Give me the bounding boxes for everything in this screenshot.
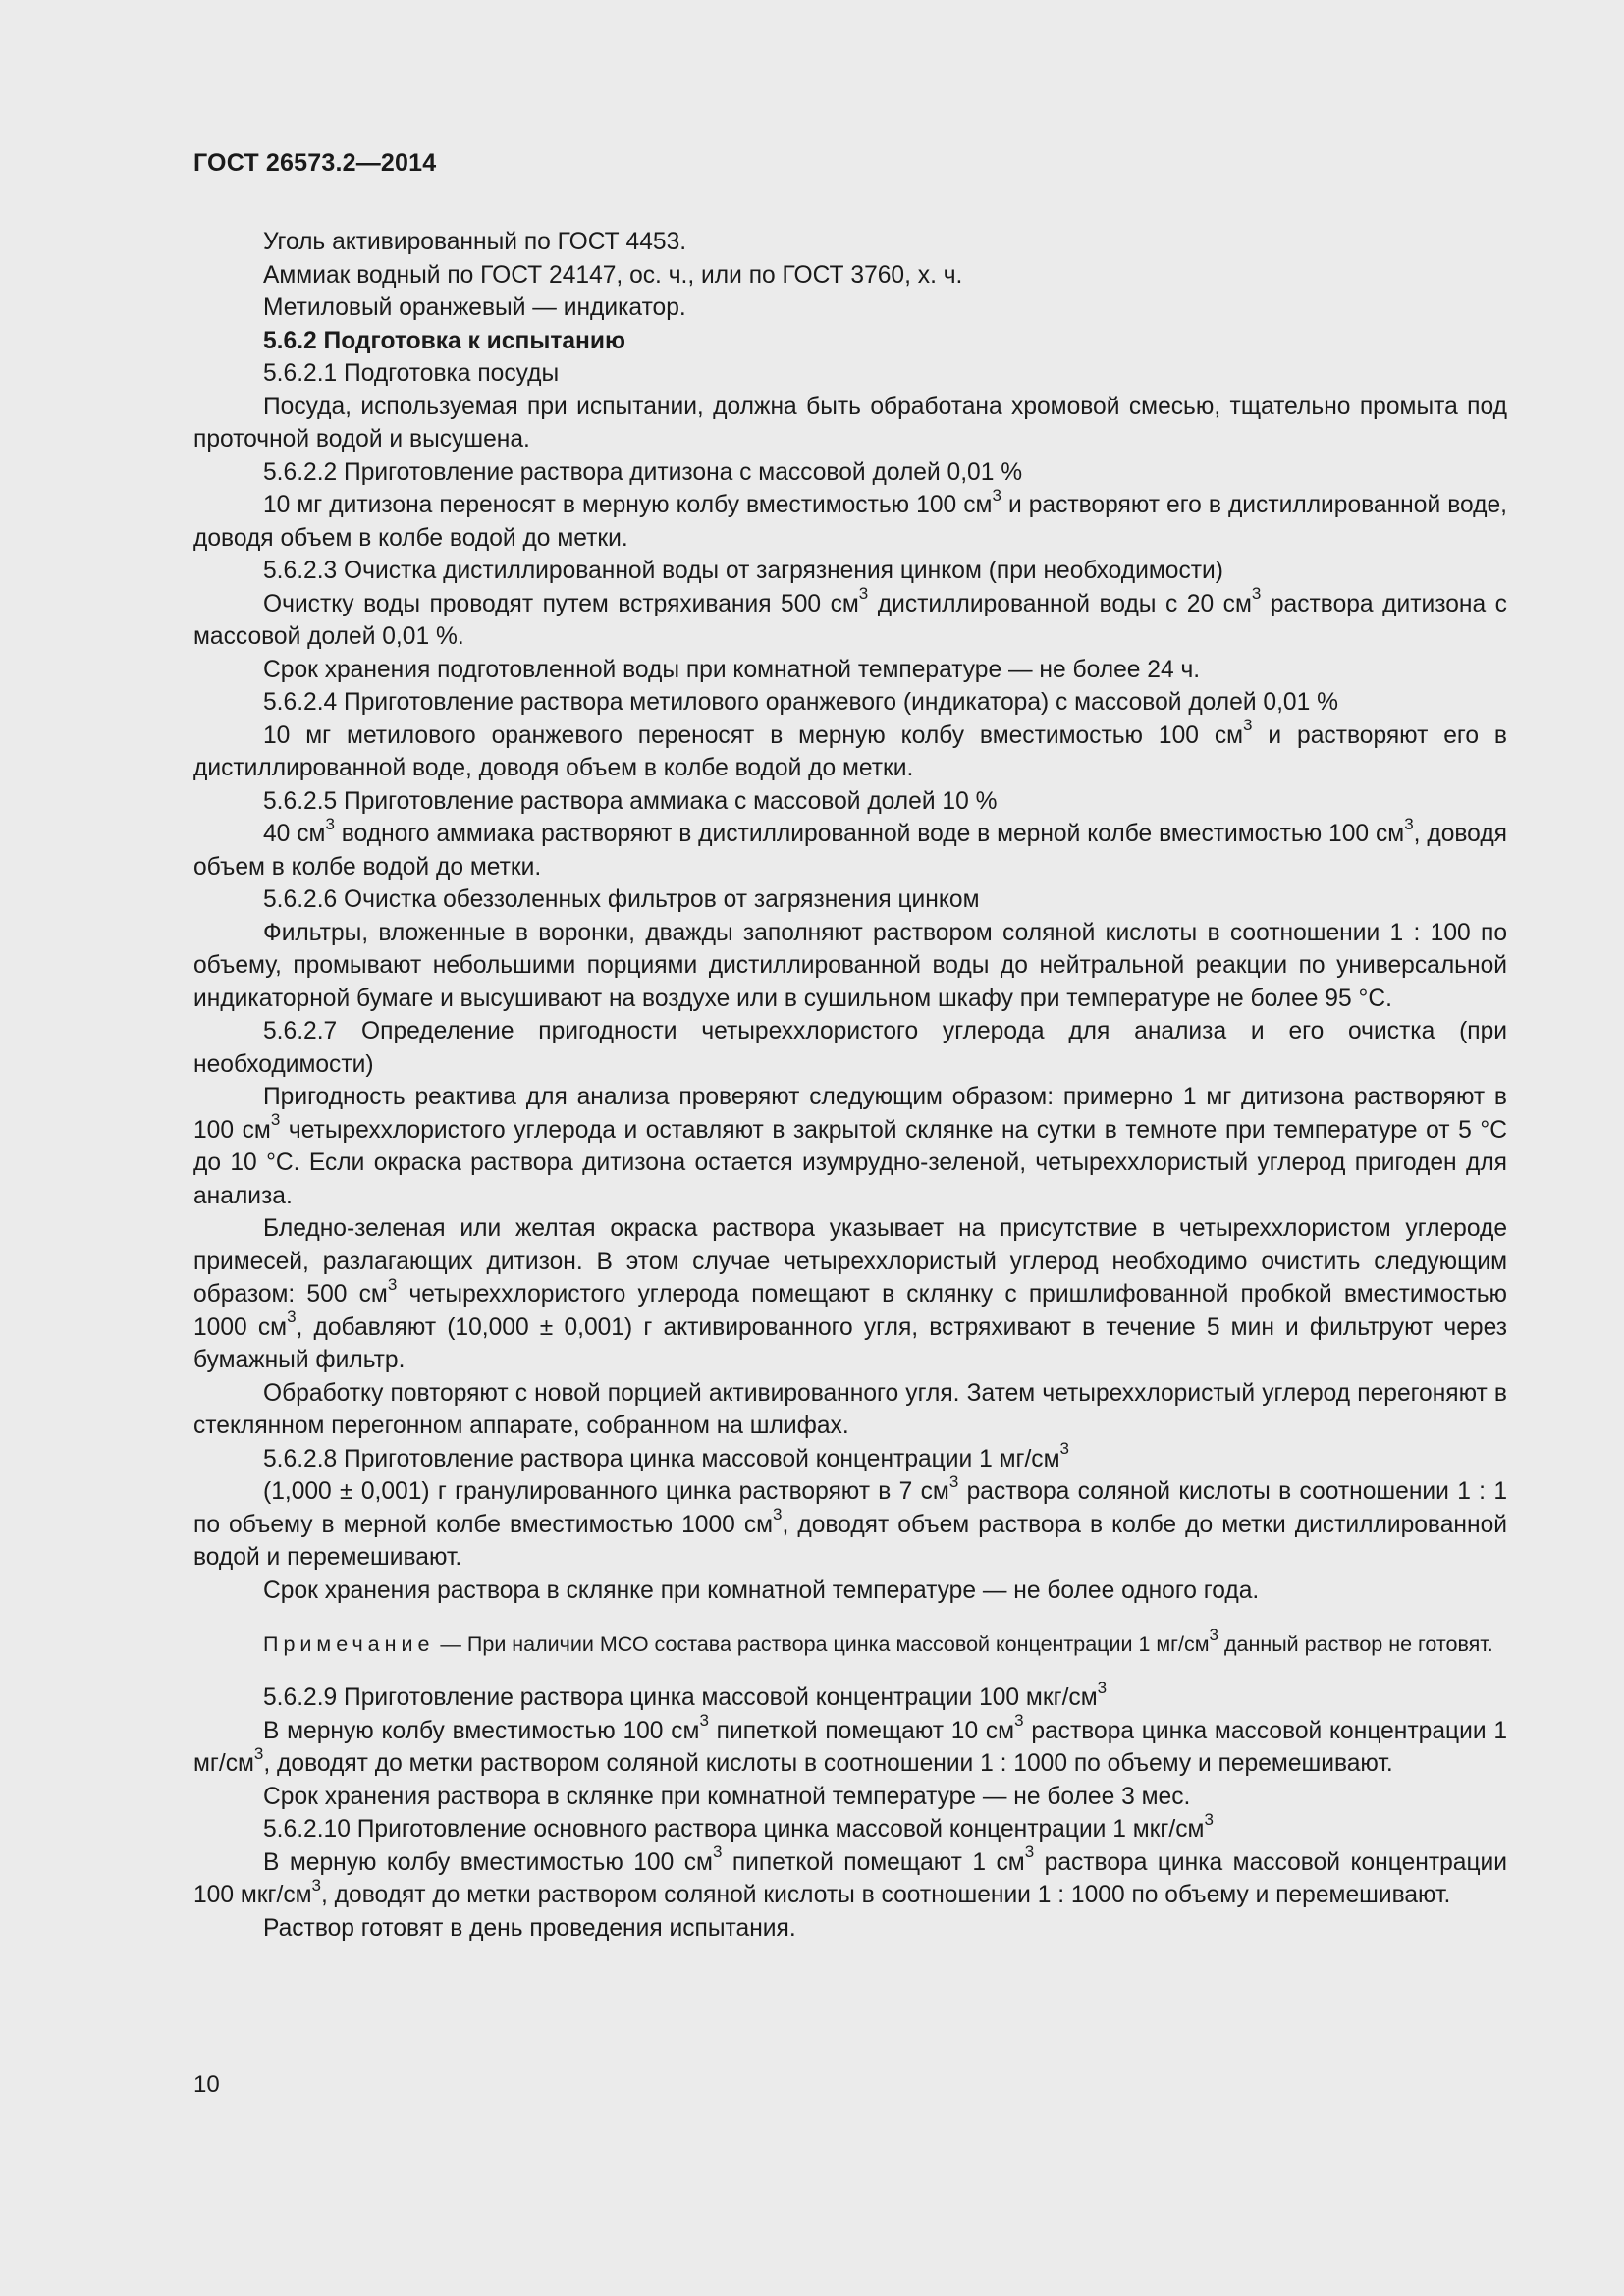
subsection-heading: 5.6.2.10 Приготовление основного раствора цинка массовой концентрации 1 мкг/$см^3$ (263, 1809, 1214, 1842)
subsection-heading: 5.6.2.5 Приготовление раствора аммиака с массовой долей 10 % (263, 787, 998, 815)
paragraph: Обработку повторяют с новой порцией активированного угля. Затем четыреххлористый углерод перегоняют в стеклянном перегонном аппарате, собранном на шлифах. (193, 1379, 1507, 1439)
paragraph: 10 мг метилового оранжевого переносят в мерную колбу вместимостью 100 $см^3$ и растворяют его в дистиллированной воде, доводя объем в колбе водой до метки. (193, 716, 1507, 781)
paragraph: Уголь активированный по ГОСТ 4453. (263, 229, 687, 255)
paragraph: Метиловый оранжевый — индикатор. (263, 294, 686, 321)
subsection-heading: 5.6.2.1 Подготовка посуды (263, 360, 560, 387)
paragraph: Бледно-зеленая или желтая окраска раствора указывает на присутствие в четыреххлористом углероде примесей, разлагающих дитизон. В этом случае четыреххлористый углерод необходимо очистить следующим образом: 500 $см^3$ четыреххлористого углерода помещают в склянку с пришлифованной пробкой вместимостью 1000 $см^3$, добавляют (10,000 ± 0,001) г активированного угля, встряхивают в течение 5 мин и фильтруют через бумажный фильтр. (193, 1215, 1508, 1373)
paragraph: 40 $см^3$ водного аммиака растворяют в дистиллированной воде в мерной колбе вместимостью 100 $см^3$, доводя объем в колбе водой до метки. (193, 814, 1507, 881)
paragraph: Срок хранения раствора в склянке при комнатной температуре — не более 3 мес. (263, 1783, 1191, 1810)
paragraph: Аммиак водный по ГОСТ 24147, ос. ч., или по ГОСТ 3760, х. ч. (263, 261, 963, 289)
subsection-heading: 5.6.2.4 Приготовление раствора метилового оранжевого (индикатора) с массовой долей 0,01 % (263, 689, 1338, 716)
section-heading: 5.6.2 Подготовка к испытанию (263, 327, 626, 354)
document-body (193, 226, 1507, 1945)
paragraph: Фильтры, вложенные в воронки, дважды заполняют раствором соляной кислоты в соотношении 1 : 100 по объему, промывают небольшими порциями дистиллированной воды до нейтральной реакции по универсальной индикаторной бумаге и высушивают на воздухе или в сушильном шкафу при температуре не более 95 °С. (193, 919, 1507, 1012)
paragraph: (1,000 ± 0,001) г гранулированного цинка растворяют в 7 $см^3$ раствора соляной кислоты в соотношении 1 : 1 по объему в мерной колбе вместимостью 1000 $см^3$, доводят объем раствора в колбе до метки дистиллированной водой и перемешивают. (193, 1471, 1507, 1571)
paragraph: Раствор готовят в день проведения испытания. (263, 1914, 796, 1942)
paragraph: Пригодность реактива для анализа проверяют следующим образом: примерно 1 мг дитизона растворяют в 100 $см^3$ четыреххлористого углерода и оставляют в закрытой склянке на сутки в темноте при температуре от 5 °С до 10 °С. Если окраска раствора дитизона остается изумрудно-зеленой, четыреххлористый углерод пригоден для анализа. (193, 1084, 1507, 1209)
paragraph: В мерную колбу вместимостью 100 $см^3$ пипеткой помещают 1 $см^3$ раствора цинка массовой концентрации 100 мкг/$см^3$, доводят до метки раствором соляной кислоты в соотношении 1 : 1000 по объему и перемешивают. (193, 1842, 1508, 1908)
subsection-heading: 5.6.2.3 Очистка дистиллированной воды от загрязнения цинком (при необходимости) (263, 558, 1223, 584)
subsection-heading: 5.6.2.7 Определение пригодности четыреххлористого углерода для анализа и его очистка (при необходимости) (193, 1018, 1507, 1078)
page-number: 10 (193, 2071, 220, 2098)
paragraph: Очистку воды проводят путем встряхивания 500 $см^3$ дистиллированной воды с 20 $см^3$ раствора дитизона с массовой долей 0,01 %. (193, 584, 1507, 650)
paragraph: В мерную колбу вместимостью 100 $см^3$ пипеткой помещают 10 $см^3$ раствора цинка массовой концентрации 1 $мг/см^3$, доводят до метки раствором соляной кислоты в соотношении 1 : 1000 по объему и перемешивают. (193, 1711, 1508, 1777)
subsection-heading: 5.6.2.8 Приготовление раствора цинка массовой концентрации 1 $мг/см^3$ (263, 1439, 1069, 1472)
paragraph: Срок хранения раствора в склянке при комнатной температуре — не более одного года. (263, 1576, 1260, 1604)
paragraph: Посуда, используемая при испытании, должна быть обработана хромовой смесью, тщательно промыта под проточной водой и высушена. (193, 393, 1507, 453)
subsection-heading: 5.6.2.6 Очистка обеззоленных фильтров от загрязнения цинком (263, 886, 980, 913)
note-label: Примечание (263, 1632, 435, 1656)
standard-title: ГОСТ 26573.2—2014 (193, 149, 437, 177)
subsection-heading: 5.6.2.9 Приготовление раствора цинка массовой концентрации 100 мкг/$см^3$ (263, 1678, 1108, 1711)
note: Примечание — При наличии МСО состава раствора цинка массовой концентрации 1 $мг/см^3$ данный раствор не готовят. (263, 1625, 1493, 1656)
paragraph: 10 мг дитизона переносят в мерную колбу вместимостью 100 $см^3$ и растворяют его в дистиллированной воде, доводя объем в колбе водой до метки. (193, 485, 1508, 552)
paragraph: Срок хранения подготовленной воды при комнатной температуре — не более 24 ч. (263, 656, 1201, 683)
subsection-heading: 5.6.2.2 Приготовление раствора дитизона с массовой долей 0,01 % (263, 458, 1023, 486)
